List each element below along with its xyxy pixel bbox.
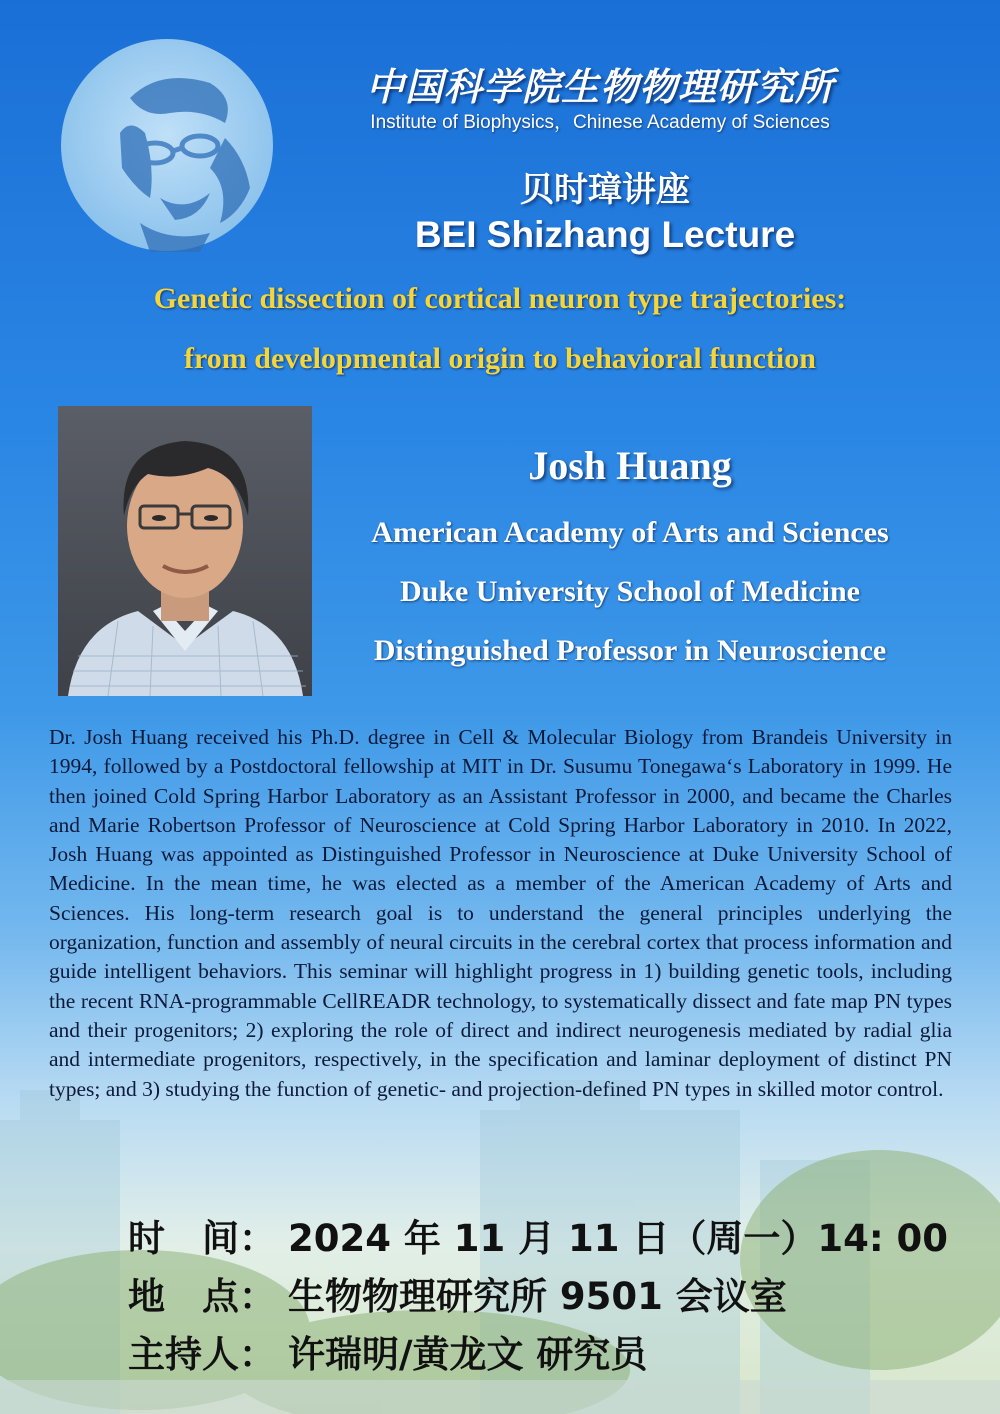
speaker-photo	[58, 406, 312, 696]
event-host-value: 许瑞明/黄龙文 研究员	[288, 1333, 648, 1376]
event-place-row	[128, 1266, 968, 1320]
speaker-affiliation-3: Distinguished Professor in Neuroscience	[373, 634, 887, 667]
talk-title-line-2: from developmental origin to behavioral function	[184, 342, 816, 375]
portrait-medallion-logo	[60, 38, 274, 252]
institute-name-english: Institute of Biophysics，Chinese Academy of Sciences	[370, 112, 830, 133]
event-time-value: 2024 年 11 月 11 日（周一）14: 00	[288, 1217, 949, 1260]
event-place-label: 地 点：	[128, 1275, 276, 1318]
event-host-label: 主持人：	[128, 1333, 276, 1376]
speaker-name: Josh Huang	[528, 443, 732, 488]
institute-name-chinese: 中国科学院生物物理研究所	[365, 65, 834, 109]
event-time-label: 时 间：	[128, 1217, 276, 1260]
event-place-value: 生物物理研究所 9501 会议室	[288, 1275, 787, 1318]
event-time-row	[128, 1208, 968, 1262]
talk-title-line-1: Genetic dissection of cortical neuron type trajectories:	[153, 282, 847, 315]
lecture-series-chinese: 贝时璋讲座	[520, 170, 690, 210]
speaker-affiliation-1: American Academy of Arts and Sciences	[371, 516, 889, 549]
lecture-series-english: BEI Shizhang Lecture	[414, 214, 796, 255]
event-host-row	[128, 1324, 968, 1378]
speaker-affiliation-2: Duke University School of Medicine	[400, 575, 860, 608]
speaker-biography: Dr. Josh Huang received his Ph.D. degree in Cell & Molecular Biology from Brandeis University in 1994, followed by a Postdoctoral fellowship at MIT in Dr. Susumu Tonegawa‘s Laboratory in 1999. He then joined Cold Spring Harbor Laboratory as an Assistant Professor in 2000, and became the Charles and Marie Robertson Professor of Neuroscience at Cold Spring Harbor Laboratory in 2010. In 2022, Josh Huang was appointed as Distinguished Professor in Neuroscience at Duke University School of Medicine. In the mean time, he was elected as a member of the American Academy of Arts and Sciences. His long-term research goal is to understand the general principles underlying the organization, function and assembly of neural circuits in the cerebral cortex that process information and guide intelligent behaviors. This seminar will highlight progress in 1) building genetic tools, including the recent RNA-programmable CellREADR technology, to systematically dissect and fate map PN types and their progenitors; 2) exploring the role of direct and indirect neurogenesis mediated by radial glia and intermediate progenitors, respectively, in the specification and laminar deployment of distinct PN types; and 3) studying the function of genetic- and projection-defined PN types in skilled motor control.	[49, 725, 952, 1101]
